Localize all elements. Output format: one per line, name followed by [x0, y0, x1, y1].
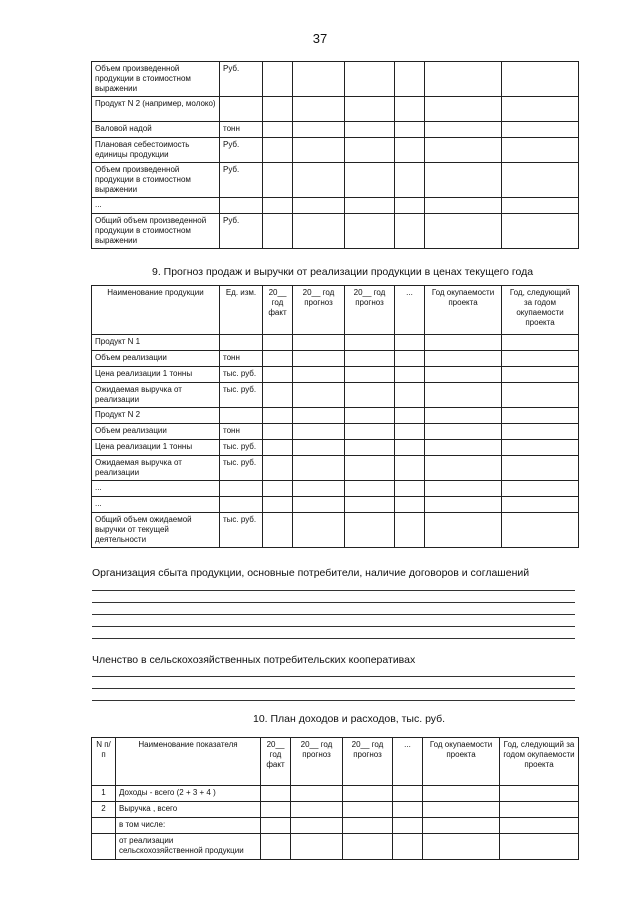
empty-cell [395, 456, 425, 481]
empty-cell [345, 481, 395, 497]
empty-cell [395, 408, 425, 424]
empty-cell [425, 456, 502, 481]
table-row [92, 440, 579, 456]
table-row [92, 367, 579, 383]
empty-cell [500, 802, 579, 818]
column-header: Год окупаемости проекта [423, 738, 500, 786]
section-10-title: 10. План доходов и расходов, тыс. руб. [253, 713, 446, 725]
table-row [92, 513, 579, 548]
row-name: Цена реализации 1 тонны [92, 440, 220, 456]
empty-cell [293, 214, 345, 249]
empty-cell [395, 440, 425, 456]
empty-cell [502, 97, 579, 122]
empty-cell [261, 834, 291, 860]
empty-cell [393, 834, 423, 860]
empty-cell [425, 513, 502, 548]
empty-cell [263, 497, 293, 513]
row-number [92, 834, 116, 860]
empty-cell [345, 456, 395, 481]
empty-cell [425, 335, 502, 351]
empty-cell [263, 408, 293, 424]
table-row [92, 383, 579, 408]
column-header: Наименование продукции [92, 286, 220, 335]
empty-cell [345, 408, 395, 424]
empty-cell [263, 138, 293, 163]
empty-cell [343, 834, 393, 860]
empty-cell [345, 351, 395, 367]
empty-cell [423, 786, 500, 802]
empty-cell [263, 513, 293, 548]
empty-cell [263, 367, 293, 383]
empty-cell [425, 383, 502, 408]
empty-cell [395, 163, 425, 198]
row-unit: тонн [220, 424, 263, 440]
empty-cell [425, 497, 502, 513]
empty-cell [395, 97, 425, 122]
row-unit: тыс. руб. [220, 513, 263, 548]
empty-cell [395, 424, 425, 440]
empty-cell [395, 122, 425, 138]
empty-cell [345, 497, 395, 513]
empty-cell [263, 335, 293, 351]
empty-cell [502, 408, 579, 424]
column-header: Год, следующий за годом окупаемости проекта [502, 286, 579, 335]
empty-cell [261, 786, 291, 802]
empty-cell [293, 97, 345, 122]
empty-cell [293, 138, 345, 163]
empty-cell [345, 440, 395, 456]
empty-cell [345, 424, 395, 440]
empty-cell [263, 351, 293, 367]
empty-cell [423, 834, 500, 860]
row-name: от реализации сельскохозяйственной продукции [116, 834, 261, 860]
empty-cell [395, 214, 425, 249]
empty-cell [293, 351, 345, 367]
empty-cell [425, 351, 502, 367]
empty-cell [502, 198, 579, 214]
empty-cell [502, 497, 579, 513]
header-row [92, 286, 579, 335]
empty-cell [423, 802, 500, 818]
empty-cell [291, 786, 343, 802]
empty-cell [293, 62, 345, 97]
header-row [92, 738, 579, 786]
empty-cell [345, 138, 395, 163]
empty-cell [263, 383, 293, 408]
table-row [92, 122, 579, 138]
table-row [92, 456, 579, 481]
empty-cell [502, 481, 579, 497]
empty-cell [502, 424, 579, 440]
row-unit: тонн [220, 351, 263, 367]
empty-cell [502, 138, 579, 163]
empty-cell [395, 138, 425, 163]
row-name: Продукт N 2 [92, 408, 220, 424]
empty-cell [425, 440, 502, 456]
cooperative-line-1 [92, 676, 575, 677]
empty-cell [500, 834, 579, 860]
empty-cell [293, 481, 345, 497]
empty-cell [345, 62, 395, 97]
row-unit [220, 497, 263, 513]
empty-cell [345, 383, 395, 408]
empty-cell [395, 383, 425, 408]
empty-cell [395, 367, 425, 383]
empty-cell [500, 818, 579, 834]
empty-cell [263, 62, 293, 97]
column-header: 20__ год прогноз [293, 286, 345, 335]
empty-cell [502, 214, 579, 249]
row-unit [220, 97, 263, 122]
empty-cell [425, 163, 502, 198]
row-number: 1 [92, 786, 116, 802]
row-unit: тыс. руб. [220, 383, 263, 408]
empty-cell [425, 408, 502, 424]
row-name: Общий объем произведенной продукции в стоимостном выражении [92, 214, 220, 249]
row-number: 2 [92, 802, 116, 818]
empty-cell [343, 786, 393, 802]
empty-cell [261, 818, 291, 834]
empty-cell [425, 367, 502, 383]
row-unit: тыс. руб. [220, 367, 263, 383]
row-unit [220, 335, 263, 351]
empty-cell [263, 122, 293, 138]
empty-cell [345, 367, 395, 383]
row-name: Объем реализации [92, 424, 220, 440]
column-header: N п/п [92, 738, 116, 786]
row-unit: тонн [220, 122, 263, 138]
empty-cell [502, 440, 579, 456]
column-header: 20__ год прогноз [343, 738, 393, 786]
column-header: ... [395, 286, 425, 335]
empty-cell [291, 802, 343, 818]
empty-cell [293, 198, 345, 214]
table-row [92, 481, 579, 497]
sales-organization-title: Организация сбыта продукции, основные потребители, наличие договоров и соглашений [92, 567, 530, 579]
sales-organization-line-2 [92, 602, 575, 603]
column-header: 20__ год факт [261, 738, 291, 786]
empty-cell [263, 424, 293, 440]
empty-cell [293, 513, 345, 548]
table-row [92, 408, 579, 424]
sales-organization-line-3 [92, 614, 575, 615]
empty-cell [343, 818, 393, 834]
cooperative-line-3 [92, 700, 575, 701]
empty-cell [425, 198, 502, 214]
empty-cell [345, 198, 395, 214]
empty-cell [293, 383, 345, 408]
cooperative-membership-title: Членство в сельскохозяйственных потребительских кооперативах [92, 654, 416, 666]
empty-cell [263, 214, 293, 249]
column-header: 20__ год прогноз [345, 286, 395, 335]
empty-cell [345, 163, 395, 198]
empty-cell [291, 818, 343, 834]
empty-cell [395, 335, 425, 351]
table-row [92, 786, 579, 802]
empty-cell [502, 456, 579, 481]
empty-cell [293, 497, 345, 513]
table-row [92, 163, 579, 198]
empty-cell [502, 513, 579, 548]
empty-cell [423, 818, 500, 834]
row-name: Объем реализации [92, 351, 220, 367]
empty-cell [500, 786, 579, 802]
table-row [92, 335, 579, 351]
row-unit [220, 481, 263, 497]
row-name: Доходы - всего (2 + 3 + 4 ) [116, 786, 261, 802]
row-name: Ожидаемая выручка от реализации [92, 456, 220, 481]
empty-cell [395, 62, 425, 97]
sales-organization-line-4 [92, 626, 575, 627]
row-name: Цена реализации 1 тонны [92, 367, 220, 383]
empty-cell [502, 163, 579, 198]
row-unit [220, 408, 263, 424]
empty-cell [502, 351, 579, 367]
column-header: 20__ год прогноз [291, 738, 343, 786]
empty-cell [502, 122, 579, 138]
empty-cell [263, 97, 293, 122]
empty-cell [291, 834, 343, 860]
empty-cell [293, 163, 345, 198]
empty-cell [502, 62, 579, 97]
table-row [92, 138, 579, 163]
sales-organization-line-1 [92, 590, 575, 591]
table-row [92, 424, 579, 440]
row-name: Ожидаемая выручка от реализации [92, 383, 220, 408]
empty-cell [425, 138, 502, 163]
table-row [92, 351, 579, 367]
table-row [92, 214, 579, 249]
empty-cell [293, 122, 345, 138]
empty-cell [293, 456, 345, 481]
empty-cell [293, 440, 345, 456]
empty-cell [293, 367, 345, 383]
empty-cell [395, 351, 425, 367]
table-row [92, 497, 579, 513]
row-unit: Руб. [220, 214, 263, 249]
table-row [92, 97, 579, 122]
empty-cell [261, 802, 291, 818]
column-header: Ед. изм. [220, 286, 263, 335]
empty-cell [263, 456, 293, 481]
table-row [92, 198, 579, 214]
empty-cell [425, 97, 502, 122]
table-row [92, 802, 579, 818]
row-unit [220, 198, 263, 214]
empty-cell [425, 214, 502, 249]
empty-cell [263, 440, 293, 456]
empty-cell [345, 122, 395, 138]
empty-cell [345, 97, 395, 122]
empty-cell [425, 481, 502, 497]
row-name: ... [92, 497, 220, 513]
empty-cell [393, 786, 423, 802]
row-unit: Руб. [220, 62, 263, 97]
sales-forecast-table [91, 285, 579, 548]
row-name: Выручка , всего [116, 802, 261, 818]
empty-cell [395, 513, 425, 548]
empty-cell [502, 383, 579, 408]
empty-cell [393, 818, 423, 834]
empty-cell [263, 481, 293, 497]
empty-cell [395, 198, 425, 214]
empty-cell [425, 424, 502, 440]
empty-cell [293, 335, 345, 351]
empty-cell [293, 408, 345, 424]
section-9-title: 9. Прогноз продаж и выручки от реализации продукции в ценах текущего года [152, 266, 534, 278]
row-name: ... [92, 481, 220, 497]
production-volume-table [91, 61, 579, 249]
page-number: 37 [312, 31, 328, 46]
row-number [92, 818, 116, 834]
table-row [92, 62, 579, 97]
column-header: 20__ год факт [263, 286, 293, 335]
income-expenses-table [91, 737, 579, 860]
column-header: Наименование показателя [116, 738, 261, 786]
empty-cell [393, 802, 423, 818]
table-row [92, 818, 579, 834]
empty-cell [345, 335, 395, 351]
table-row [92, 834, 579, 860]
row-name: Объем произведенной продукции в стоимостном выражении [92, 163, 220, 198]
empty-cell [293, 424, 345, 440]
row-unit: Руб. [220, 138, 263, 163]
empty-cell [502, 367, 579, 383]
column-header: Год, следующий за годом окупаемости проекта [500, 738, 579, 786]
sales-organization-line-5 [92, 638, 575, 639]
row-name: в том числе: [116, 818, 261, 834]
row-name: Валовой надой [92, 122, 220, 138]
empty-cell [345, 214, 395, 249]
empty-cell [502, 335, 579, 351]
row-name: Плановая себестоимость единицы продукции [92, 138, 220, 163]
empty-cell [395, 497, 425, 513]
row-unit: Руб. [220, 163, 263, 198]
empty-cell [345, 513, 395, 548]
empty-cell [343, 802, 393, 818]
row-name: Объем произведенной продукции в стоимостном выражении [92, 62, 220, 97]
empty-cell [395, 481, 425, 497]
column-header: ... [393, 738, 423, 786]
column-header: Год окупаемости проекта [425, 286, 502, 335]
row-name: ... [92, 198, 220, 214]
row-name: Продукт N 2 (например, молоко) [92, 97, 220, 122]
row-name: Продукт N 1 [92, 335, 220, 351]
cooperative-line-2 [92, 688, 575, 689]
empty-cell [425, 122, 502, 138]
empty-cell [425, 62, 502, 97]
row-name: Общий объем ожидаемой выручки от текущей деятельности [92, 513, 220, 548]
empty-cell [263, 163, 293, 198]
empty-cell [263, 198, 293, 214]
row-unit: тыс. руб. [220, 456, 263, 481]
row-unit: тыс. руб. [220, 440, 263, 456]
